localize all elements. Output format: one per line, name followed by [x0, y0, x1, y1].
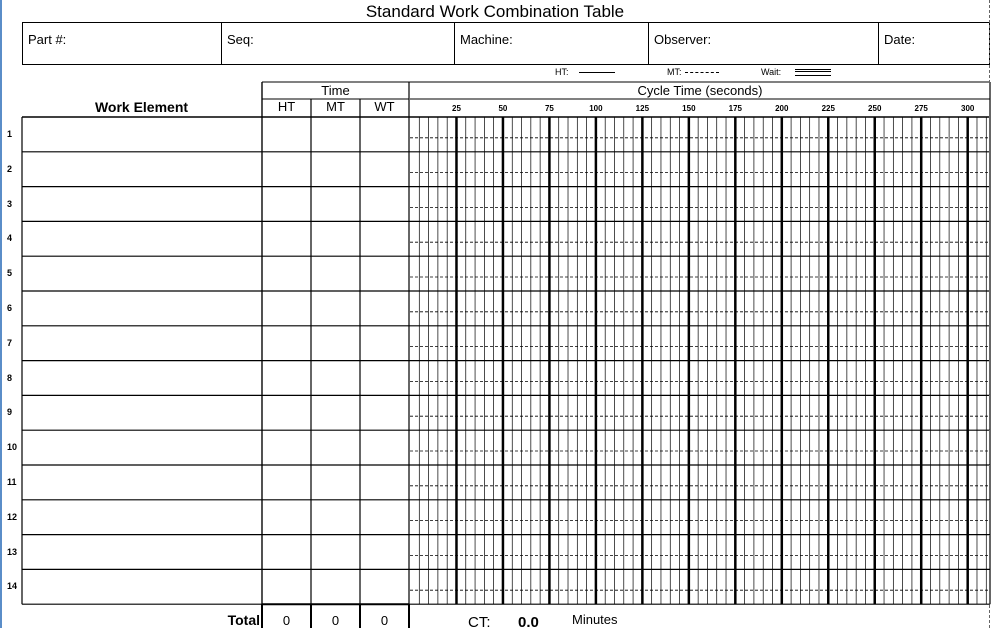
ct-label: CT: [468, 614, 491, 631]
row-number: 5 [7, 268, 13, 279]
cycle-tick-label: 25 [452, 104, 461, 113]
row-number: 2 [7, 163, 13, 174]
machine-label: Machine: [460, 32, 513, 47]
seq-label: Seq: [227, 32, 254, 47]
mt-header: MT [326, 99, 345, 114]
ct-unit: Minutes [572, 612, 618, 627]
row-number: 12 [7, 511, 18, 522]
row-number: 4 [7, 233, 13, 244]
cycle-tick-label: 250 [868, 104, 882, 113]
row-number: 8 [7, 372, 13, 383]
row-number: 7 [7, 337, 13, 348]
page-title: Standard Work Combination Table [365, 2, 625, 21]
cycle-tick-label: 175 [728, 104, 742, 113]
legend-wait-label: Wait: [761, 67, 782, 77]
row-number: 9 [7, 407, 13, 418]
observer-label: Observer: [654, 32, 712, 47]
row-number: 11 [7, 477, 17, 487]
time-group-header: Time [321, 83, 350, 98]
work-element-header: Work Element [94, 99, 189, 115]
row-number: 6 [7, 303, 13, 313]
part-number-label: Part #: [28, 32, 67, 47]
total-mt-value: 0 [331, 613, 340, 628]
page-break-line [989, 0, 991, 628]
cycle-time-header: Cycle Time (seconds) [637, 83, 763, 98]
total-label: Total [227, 612, 260, 628]
cycle-tick-label: 100 [589, 104, 603, 113]
cycle-tick-label: 50 [498, 104, 508, 113]
cycle-tick-label: 300 [961, 104, 975, 113]
cycle-tick-label: 225 [821, 104, 835, 113]
legend-ht-label: HT: [555, 67, 569, 77]
row-number: 10 [7, 442, 18, 453]
ct-value: 0.0 [518, 614, 539, 631]
row-number: 14 [7, 581, 18, 592]
cycle-tick-label: 150 [682, 104, 696, 113]
row-number: 1 [7, 129, 13, 139]
cycle-tick-label: 125 [635, 104, 650, 113]
row-number: 3 [7, 198, 13, 209]
cycle-tick-label: 200 [775, 104, 789, 113]
cycle-tick-label: 275 [914, 104, 928, 113]
cycle-tick-label: 75 [544, 104, 554, 113]
wt-header: WT [374, 99, 395, 114]
legend-mt-label: MT: [667, 67, 682, 77]
total-ht-value: 0 [282, 613, 291, 628]
total-wt-value: 0 [380, 613, 389, 628]
row-number: 13 [7, 546, 18, 557]
ht-header: HT [277, 99, 296, 114]
date-label: Date: [884, 32, 916, 47]
